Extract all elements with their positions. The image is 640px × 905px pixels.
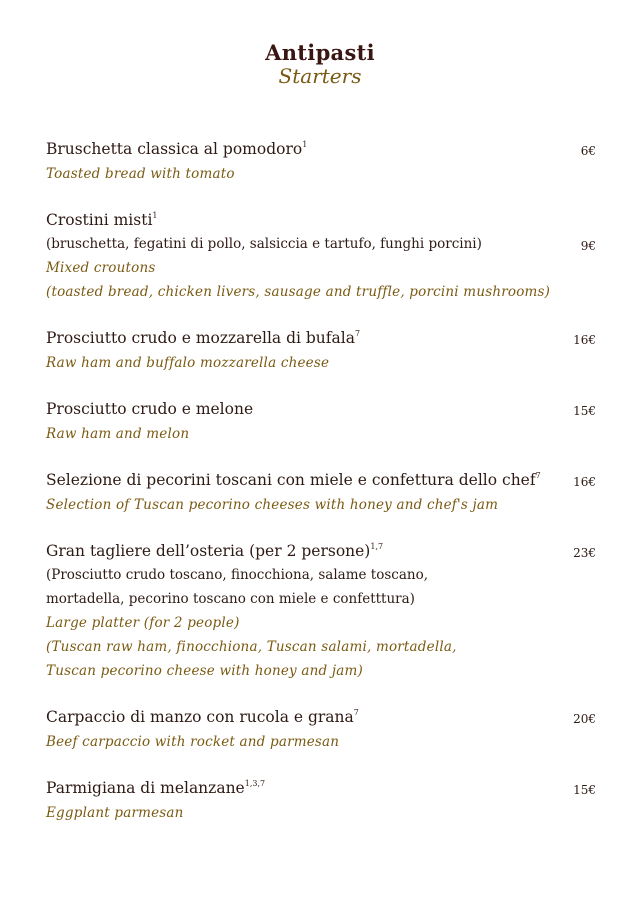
- dish-price: 23€: [573, 546, 596, 560]
- dish-name: Parmigiana di melanzane: [46, 779, 245, 797]
- dish-english-description-line: Tuscan pecorino cheese with honey and jam): [46, 663, 363, 679]
- dish-price: 15€: [573, 404, 596, 418]
- dish-name: Selezione di pecorini toscani con miele e confettura dello chef: [46, 471, 536, 489]
- dish-english-name: Eggplant parmesan: [46, 805, 184, 821]
- allergen-codes: 1,3,7: [244, 779, 266, 788]
- dish-english-name: Large platter (for 2 people): [46, 615, 240, 631]
- dish-price: 20€: [573, 712, 596, 726]
- dish-description: (bruschetta, fegatini di pollo, salsiccia e tartufo, funghi porcini): [46, 236, 482, 252]
- dish-name: Prosciutto crudo e melone: [46, 400, 254, 418]
- menu-section-title: Antipasti: [265, 40, 375, 65]
- dish-description-line: (Prosciutto crudo toscano, finocchiona, salame toscano,: [46, 567, 429, 583]
- dish-english-name: Mixed croutons: [46, 260, 156, 276]
- dish-name: Prosciutto crudo e mozzarella di bufala: [46, 329, 355, 347]
- allergen-codes: 1,7: [370, 542, 384, 551]
- dish-english-description: (toasted bread, chicken livers, sausage and truffle, porcini mushrooms): [46, 284, 551, 300]
- dish-description-line: mortadella, pecorino toscano con miele e confettturа): [46, 591, 415, 607]
- allergen-codes: 7: [535, 471, 541, 480]
- dish-english-name: Selection of Tuscan pecorino cheeses with honey and chef's jam: [46, 497, 499, 513]
- allergen-codes: 7: [354, 329, 361, 338]
- dish-name: Crostini misti: [46, 211, 153, 229]
- dish-price: 16€: [573, 475, 596, 489]
- dish-price: 9€: [580, 239, 596, 253]
- menu-section-subtitle: Starters: [278, 64, 362, 88]
- dish-name: Gran tagliere dell’osteria (per 2 persone): [46, 542, 371, 560]
- dish-english-name: Raw ham and melon: [46, 426, 190, 442]
- allergen-codes: 7: [353, 708, 359, 717]
- dish-english-description-line: (Tuscan raw ham, finocchiona, Tuscan salami, mortadella,: [46, 639, 457, 655]
- dish-price: 6€: [580, 144, 596, 158]
- dish-price: 15€: [573, 783, 596, 797]
- dish-name: Bruschetta classica al pomodoro: [46, 140, 303, 158]
- allergen-codes: 1: [302, 140, 308, 149]
- dish-english-name: Raw ham and buffalo mozzarella cheese: [46, 355, 330, 371]
- allergen-codes: 1: [152, 211, 158, 220]
- dish-english-name: Toasted bread with tomato: [46, 166, 235, 182]
- dish-price: 16€: [573, 333, 596, 347]
- dish-english-name: Beef carpaccio with rocket and parmesan: [46, 734, 340, 750]
- dish-name: Carpaccio di manzo con rucola e grana: [46, 708, 354, 726]
